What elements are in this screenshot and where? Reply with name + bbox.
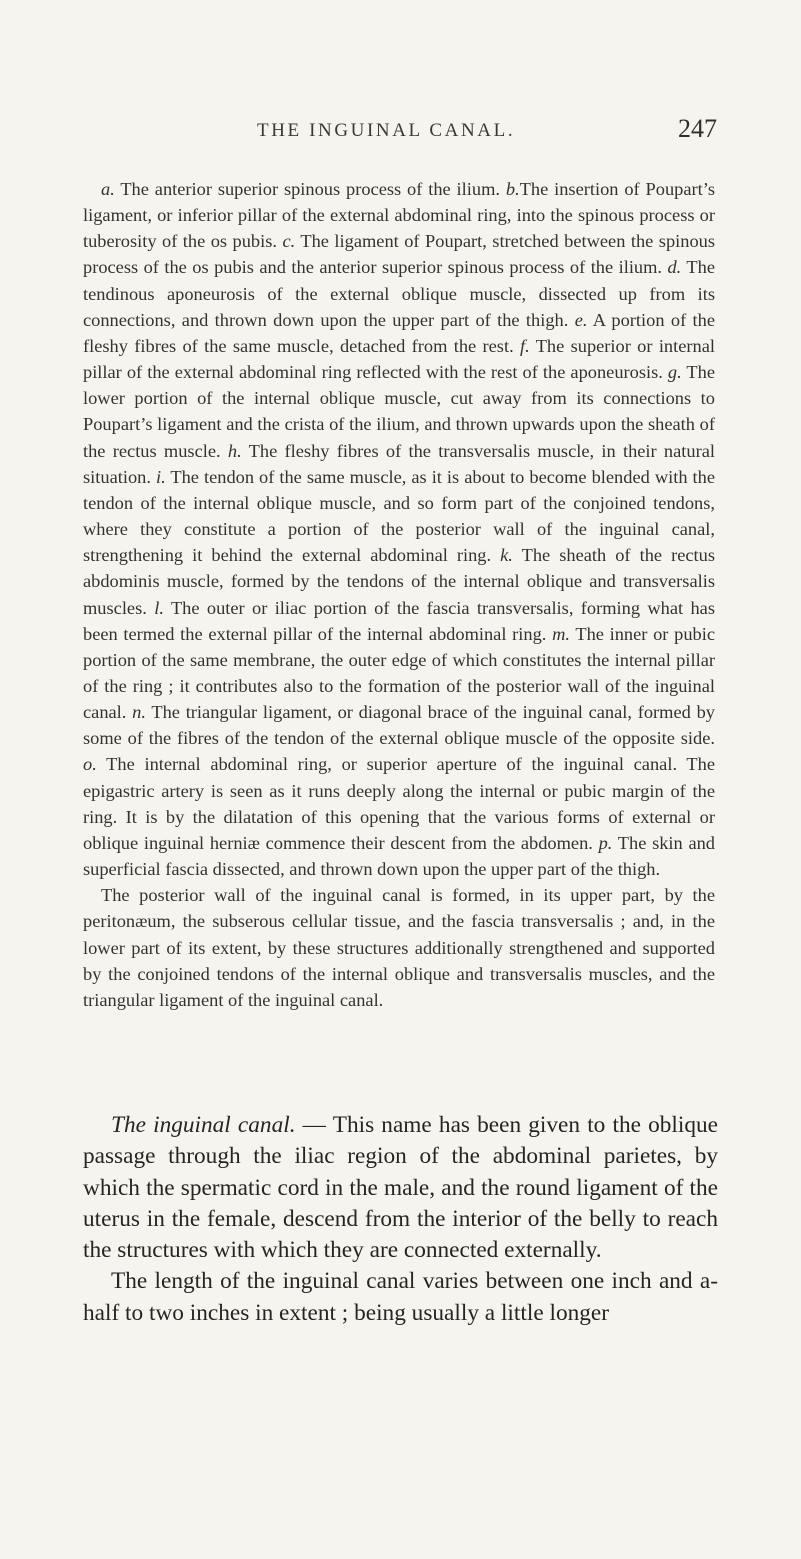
figure-legend — [83, 176, 715, 1013]
paragraph-1-text: — This name has been given to the oblique passage through the iliac region of the abdominal parietes, by which the spermatic cord in the male, and the round ligament of the uterus in the female, descend from the interior of the belly to reach the structures with which they are connected externally. — [83, 1112, 718, 1264]
legend-text-p: The skin and superficial fascia dissected, and thrown down upon the upper part of the thigh. — [83, 832, 716, 880]
legend-letter-h: h. — [227, 440, 242, 461]
legend-text-h: The fleshy fibres of the transversalis muscle, in their natural situation. — [83, 440, 715, 487]
posterior-wall-paragraph: The posterior wall of the inguinal canal is formed, in its upper part, by the peritonæum, the subserous cellular tissue, and the fascia transversalis ; and, in the lower part of its extent, by these structures additionally strengthened and supported by the conjoined tendons of the internal oblique and transversalis muscles, and the triangular ligament of the inguinal canal. — [83, 885, 715, 1010]
legend-letter-e: e. — [574, 309, 588, 330]
run-in-heading: The inguinal canal. — [111, 1112, 296, 1138]
legend-letter-m: m. — [552, 623, 570, 644]
legend-letter-d: d. — [667, 257, 682, 278]
legend-letter-l: l. — [154, 597, 164, 618]
legend-letter-c: c. — [282, 231, 296, 252]
legend-text-e: A portion of the fleshy fibres of the same muscle, detached from the rest. — [83, 309, 716, 356]
page-header — [257, 114, 717, 150]
legend-text-m: The inner or pubic portion of the same membrane, the outer edge of which constitutes the internal pillar of the ring ; it contributes also to the formation of the posterior wall of the inguinal canal. — [83, 623, 715, 723]
legend-text-b: The insertion of Poupart’s ligament, or inferior pillar of the external abdominal ring, into the spinous process or tuberosity of the os pubis. — [83, 179, 715, 252]
legend-paragraph — [83, 176, 715, 882]
page-number: 247 — [678, 114, 717, 143]
legend-letter-g: g. — [667, 362, 682, 383]
legend-text-i: The tendon of the same muscle, as it is about to become blended with the tendon of the internal oblique muscle, and so form part of the conjoined tendons, where they constitute a portion of the posterior wall of the inguinal canal, strengthening it behind the external abdominal ring. — [83, 466, 715, 566]
legend-text-a: The anterior superior spinous process of the ilium. — [114, 179, 506, 199]
running-head: THE INGUINAL CANAL. — [257, 120, 516, 141]
legend-letter-o: o. — [83, 754, 97, 775]
legend-text-n: The triangular ligament, or diagonal brace of the inguinal canal, formed by some of the fibres of the tendon of the external oblique muscle of the opposite side. — [83, 702, 715, 749]
paragraph-length: The length of the inguinal canal varies between one inch and a-half to two inches in extent ; being usually a little longer — [83, 1268, 718, 1326]
legend-text-o: The internal abdominal ring, or superior aperture of the inguinal canal. The epigastric artery is seen as it runs deeply along the internal or pubic margin of the ring. It is by the dilatation of this opening that the various forms of external or oblique inguinal herniæ commence their descent from the abdomen. — [83, 754, 715, 853]
legend-letter-f: f. — [519, 335, 530, 356]
legend-letter-a: a. — [101, 179, 115, 199]
legend-text-k: The sheath of the rectus abdominis muscle, formed by the tendons of the internal oblique and transversalis muscles. — [83, 545, 715, 618]
legend-text-f: The superior or internal pillar of the external abdominal ring reflected with the rest of the aponeurosis. — [83, 335, 715, 383]
legend-letter-i: i. — [155, 466, 166, 487]
paragraph-inguinal-canal — [83, 1110, 718, 1266]
legend-text-l: The outer or iliac portion of the fascia transversalis, forming what has been termed the external pillar of the internal abdominal ring. — [83, 597, 715, 644]
legend-text-c: The ligament of Poupart, stretched between the spinous process of the os pubis and the anterior superior spinous process of the ilium. — [83, 231, 715, 278]
legend-letter-n: n. — [132, 702, 146, 723]
legend-text-g: The lower portion of the internal oblique muscle, cut away from its connections to Poupart’s ligament and the crista of the ilium, and thrown upwards upon the sheath of the rectus muscle. — [83, 362, 716, 461]
legend-letter-k: k. — [500, 545, 513, 566]
legend-letter-b: b. — [505, 179, 520, 199]
legend-text-d: The tendinous aponeurosis of the external oblique muscle, dissected up from its connections, and thrown down upon the upper part of the thigh. — [83, 257, 715, 330]
legend-letter-p: p. — [598, 832, 613, 853]
main-text — [83, 1110, 718, 1329]
